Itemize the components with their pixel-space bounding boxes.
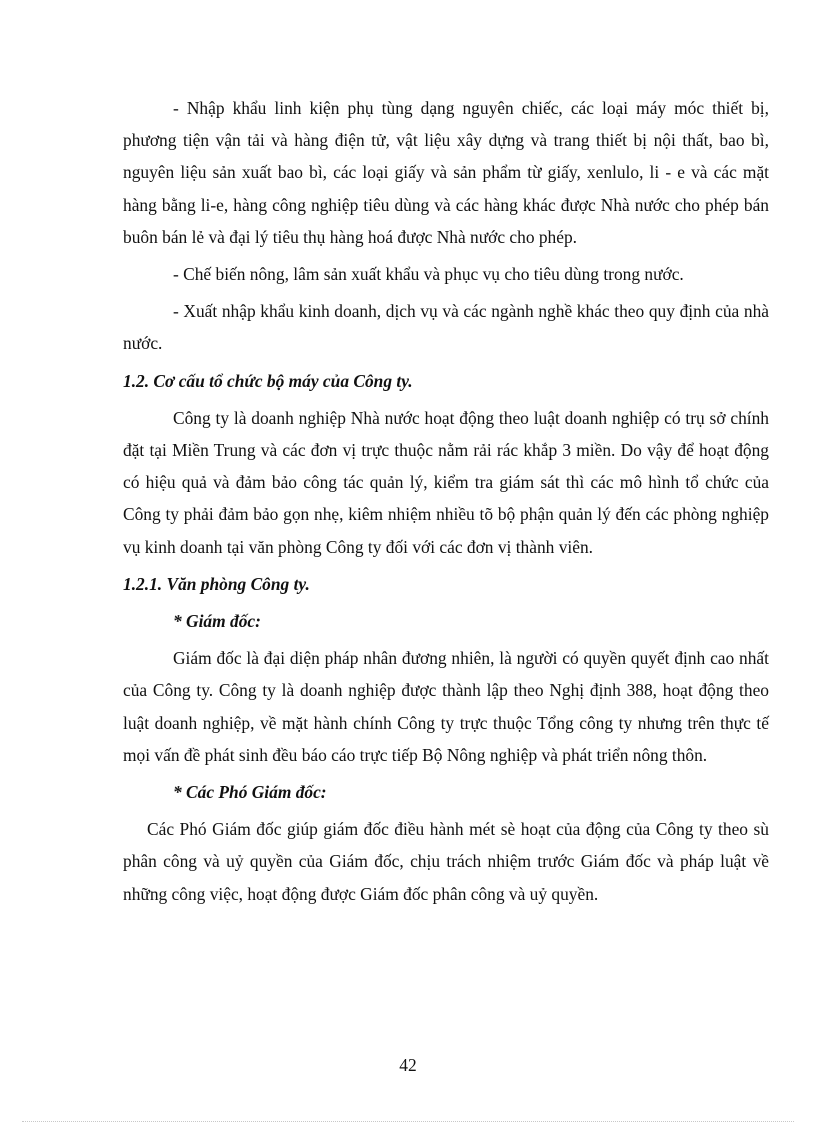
subheading-deputy-directors: * Các Phó Giám đốc: <box>173 782 327 803</box>
section-heading-org-structure: 1.2. Cơ cấu tổ chức bộ máy của Công ty. <box>123 370 413 391</box>
document-body <box>123 92 769 915</box>
page-number: 42 <box>399 1055 417 1075</box>
paragraph-director: Giám đốc là đại diện pháp nhân đương nhiên, là người có quyền quyết định cao nhất của Công ty. Công ty là doanh nghiệp được thành lập theo Nghị định 388, hoạt động theo luật doanh nghiệp, về mặt hành chính Công ty trực thuộc Tổng công ty nhưng trên thực tế mọi vấn đề phát sinh đều báo cáo trực tiếp Bộ Nông nghiệp và phát triển nông thôn. <box>123 648 769 765</box>
section-heading-office: 1.2.1. Văn phòng Công ty. <box>123 573 310 594</box>
paragraph-trade-services: - Xuất nhập khẩu kinh doanh, dịch vụ và các ngành nghề khác theo quy định của nhà nước. <box>123 301 769 354</box>
paragraph-import-items: - Nhập khẩu linh kiện phụ tùng dạng nguyên chiếc, các loại máy móc thiết bị, phương tiện vận tải và hàng điện tử, vật liệu xây dựng và trang thiết bị nội thất, bao bì, nguyên liệu sản xuất bao bì, các loại giấy và sản phẩm từ giấy, xenlulo, li - e và các mặt hàng bằng li-e, hàng công nghiệp tiêu dùng và các hàng khác được Nhà nước cho phép bán buôn bán lẻ và đại lý tiêu thụ hàng hoá được Nhà nước cho phép. <box>123 98 769 247</box>
paragraph-processing: - Chế biến nông, lâm sản xuất khẩu và phục vụ cho tiêu dùng trong nước. <box>173 264 684 285</box>
subheading-director: * Giám đốc: <box>173 611 261 632</box>
paragraph-org-description: Công ty là doanh nghiệp Nhà nước hoạt động theo luật doanh nghiệp có trụ sở chính đặt tại Miền Trung và các đơn vị trực thuộc nằm rải rác khắp 3 miền. Do vậy để hoạt động có hiệu quả và đảm bảo công tác quản lý, kiểm tra giám sát thì các mô hình tổ chức của Công ty phải đảm bảo gọn nhẹ, kiêm nhiệm nhiều tõ bộ phận quản lý đến các phòng nghiệp vụ kinh doanh tại văn phòng Công ty đối với các đơn vị thành viên. <box>123 407 769 557</box>
page-bottom-divider <box>22 1121 794 1122</box>
paragraph-deputy-directors: Các Phó Giám đốc giúp giám đốc điều hành mét sè hoạt của động của Công ty theo sù phân công và uỷ quyền của Giám đốc, chịu trách nhiệm trước Giám đốc và pháp luật về những công việc, hoạt động được Giám đốc phân công và uỷ quyền. <box>123 819 769 904</box>
